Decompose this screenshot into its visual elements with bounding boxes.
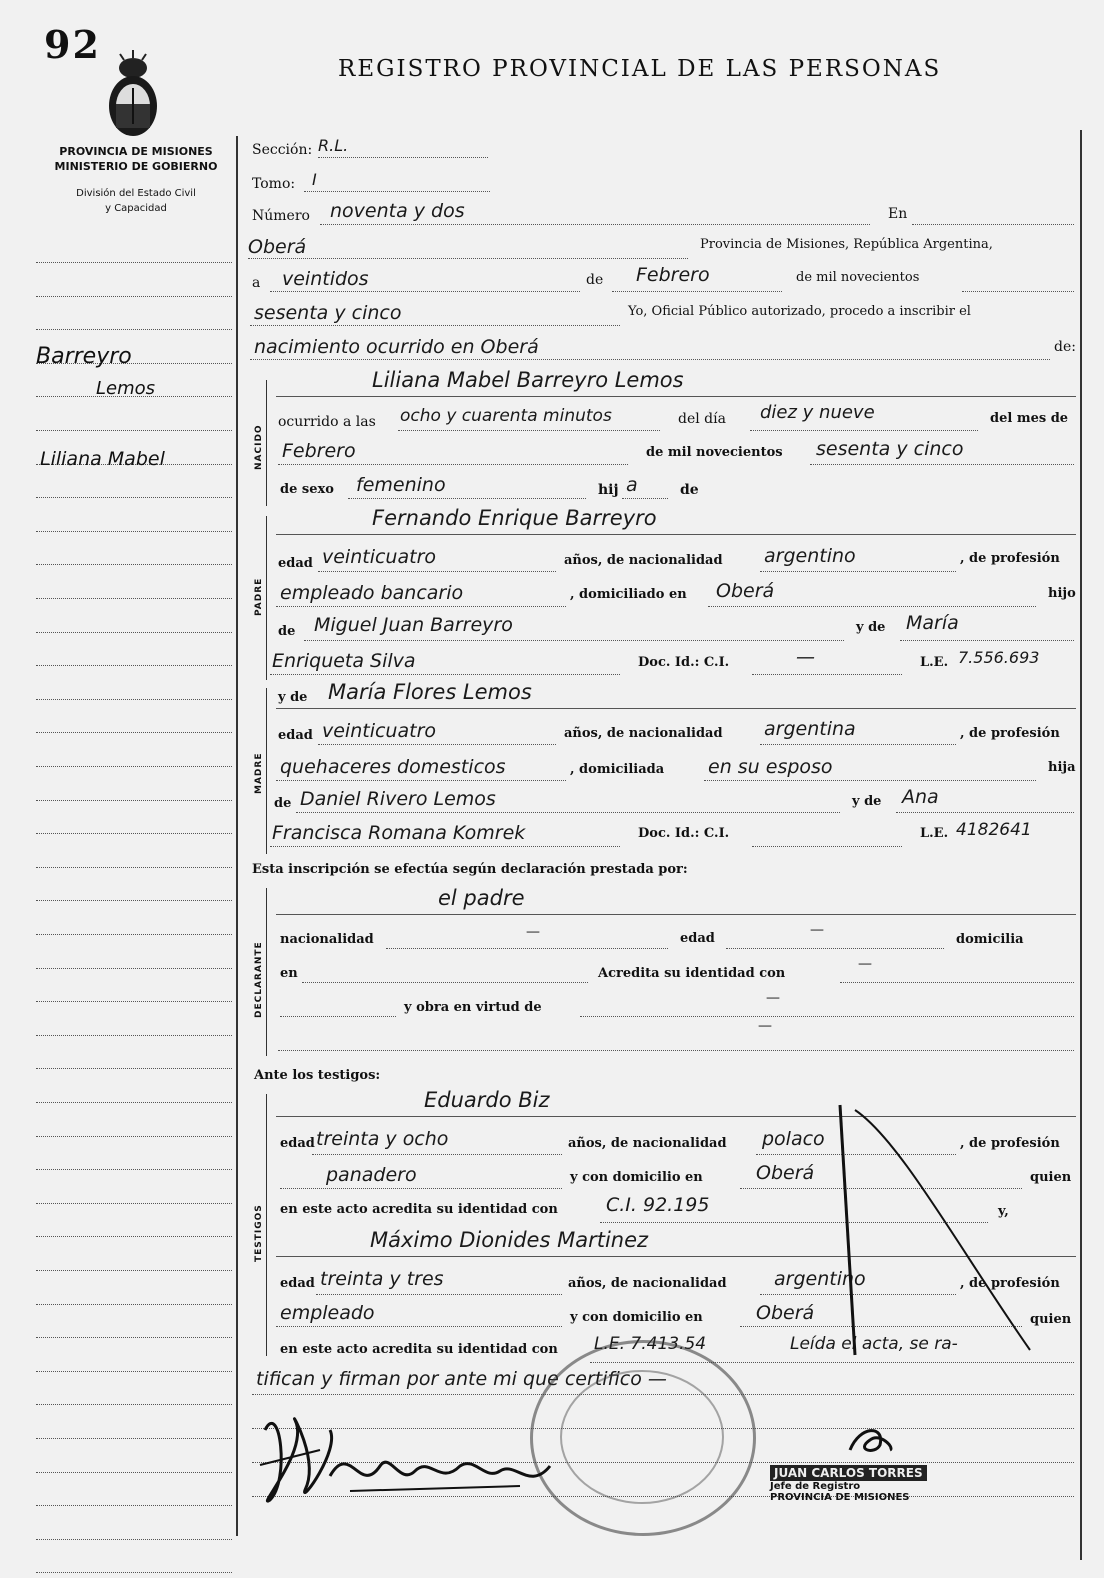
ocurrido-label: ocurrido a las [278, 414, 376, 430]
padre-nac-label: años, de nacionalidad [564, 553, 723, 568]
ministry-line: MINISTERIO DE GOBIERNO [54, 160, 218, 173]
madre-yde2-label: y de [852, 794, 882, 809]
month-value: Febrero [636, 264, 710, 286]
padre-prof-line [276, 606, 566, 607]
madre-nac-line [760, 744, 956, 745]
margin-ruled-line [36, 632, 232, 633]
t1-dom-label: y con domicilio en [570, 1170, 703, 1185]
del-mes-label: del mes de [990, 411, 1069, 426]
t2-doc-value: L.E. 7.413.54 [594, 1334, 707, 1354]
yo-text: Yo, Oficial Público autorizado, procedo a inscribir el [628, 304, 971, 319]
en-label: En [888, 206, 908, 222]
seccion-value: R.L. [318, 136, 349, 155]
padre-doc-ci-value: — [796, 646, 815, 668]
year-line [250, 325, 620, 326]
place-line [248, 258, 688, 259]
numero-line [320, 224, 870, 225]
declaracion-intro: Esta inscripción se efectúa según declaración prestada por: [252, 862, 688, 877]
madre-nac-label: años, de nacionalidad [564, 726, 723, 741]
madre-edad-label: edad [278, 728, 313, 743]
margin-ruled-line [36, 1169, 232, 1170]
padre-edad-value: veinticuatro [322, 546, 436, 568]
day-line [270, 291, 580, 292]
padre-nac-value: argentino [764, 545, 856, 567]
t1-edad-value: treinta y ocho [316, 1128, 449, 1150]
decl-obra-value: — [766, 990, 780, 1006]
margin-ruled-line [36, 1236, 232, 1237]
t2-acredita-label: en este acto acredita su identidad con [280, 1342, 558, 1357]
testigos-bracket [266, 1094, 267, 1356]
margin-ruled-line [36, 1068, 232, 1069]
padre-edad-line [318, 571, 556, 572]
padre-father-value: Miguel Juan Barreyro [314, 614, 513, 636]
madre-dom-label: , domiciliada [570, 762, 665, 777]
madre-dom-line [704, 780, 1036, 781]
madre-prof-value: quehaceres domesticos [280, 756, 506, 778]
t2-dom-label: y con domicilio en [570, 1310, 703, 1325]
act-value: nacimiento ocurrido en Oberá [254, 336, 539, 358]
nacido-month-line [278, 464, 628, 465]
padre-father-line [304, 640, 844, 641]
decl-obra-line [580, 1016, 1074, 1017]
margin-ruled-line [36, 296, 232, 297]
decl-en-line [302, 982, 588, 983]
tomo-label: Tomo: [252, 176, 296, 192]
t1-nac-value: polaco [762, 1128, 825, 1150]
official-line-2: Jefe de Registro [770, 1481, 861, 1492]
margin-ruled-line [36, 934, 232, 935]
margin-ruled-line [36, 1337, 232, 1338]
margin-ruled-line [36, 497, 232, 498]
margin-surname-1: Barreyro [36, 344, 132, 369]
t2-nac-label: años, de nacionalidad [568, 1276, 727, 1291]
sexo-value: femenino [356, 474, 446, 496]
madre-tag: MADRE [254, 752, 264, 794]
margin-ruled-line [36, 665, 232, 666]
decl-end-line [278, 1050, 1074, 1051]
division-line: División del Estado Civil [76, 188, 196, 199]
nacido-day-value: diez y nueve [760, 402, 875, 423]
declarante-tag: DECLARANTE [254, 941, 264, 1018]
margin-ruled-line [36, 1438, 232, 1439]
padre-mother-line-2 [270, 674, 620, 675]
madre-father-line [296, 812, 840, 813]
madre-doc-label: Doc. Id.: C.I. [638, 826, 730, 841]
padre-prof-label: , de profesión [960, 551, 1060, 566]
nacido-year-label: de mil novecientos [646, 445, 783, 460]
madre-dom-value: en su esposo [708, 756, 833, 778]
nacido-name: Liliana Mabel Barreyro Lemos [372, 368, 684, 392]
padre-prof-value: empleado bancario [280, 582, 464, 604]
madre-father-value: Daniel Rivero Lemos [300, 788, 496, 810]
madre-edad-value: veinticuatro [322, 720, 436, 742]
t1-doc-value: C.I. 92.195 [606, 1194, 710, 1216]
nacido-year-line [810, 464, 1074, 465]
padre-dom-label: , domiciliado en [570, 587, 687, 602]
right-border [1080, 130, 1082, 1560]
madre-mother-line-1 [896, 812, 1074, 813]
t1-edad-line [312, 1154, 562, 1155]
margin-ruled-line [36, 598, 232, 599]
t2-edad-line [316, 1294, 562, 1295]
document-title: REGISTRO PROVINCIAL DE LAS PERSONAS [338, 56, 942, 82]
division-heading [36, 186, 236, 216]
margin-ruled-line [36, 1304, 232, 1305]
numero-label: Número [252, 208, 310, 224]
closing-text-1: Leída el acta, se ra- [790, 1334, 958, 1354]
t2-quien-label: quien [1030, 1312, 1072, 1327]
hij-value: a [626, 474, 638, 496]
margin-ruled-line [36, 699, 232, 700]
t1-quien-label: quien [1030, 1170, 1072, 1185]
margin-ruled-line [36, 1001, 232, 1002]
numero-value: noventa y dos [330, 200, 465, 222]
padre-name-line [276, 534, 1076, 535]
decl-edad-value: — [810, 922, 824, 938]
margin-ruled-line [36, 766, 232, 767]
t1-name: Eduardo Biz [424, 1088, 550, 1112]
nacido-name-line [276, 396, 1076, 397]
t1-nac-label: años, de nacionalidad [568, 1136, 727, 1151]
declarante-value: el padre [438, 886, 525, 910]
decl-acredita-label: Acredita su identidad con [598, 966, 786, 981]
nacido-de-label: de [680, 482, 699, 498]
madre-doc-line [752, 846, 902, 847]
margin-ruled-line [36, 430, 232, 431]
padre-dom-value: Oberá [716, 580, 775, 602]
year-value: sesenta y cinco [254, 302, 402, 324]
tomo-value: I [312, 170, 317, 189]
margin-ruled-line [36, 1404, 232, 1405]
decl-nac-label: nacionalidad [280, 932, 374, 947]
nacido-tag: NACIDO [254, 424, 264, 470]
margin-ruled-line [36, 329, 232, 330]
margin-ruled-line [36, 1102, 232, 1103]
de-end-label: de: [1054, 339, 1076, 355]
official-line-3: PROVINCIA DE MISIONES [770, 1492, 910, 1503]
madre-mother-value-1: Ana [902, 786, 939, 808]
padre-le-value: 7.556.693 [958, 648, 1040, 667]
month-line [612, 291, 782, 292]
sexo-line [348, 498, 586, 499]
place-value: Oberá [248, 236, 307, 258]
province-line: PROVINCIA DE MISIONES [59, 145, 213, 158]
declarante-bracket [266, 888, 267, 1056]
margin-ruled-line [36, 1136, 232, 1137]
t1-prof-label: , de profesión [960, 1136, 1060, 1151]
margin-ruled-line [36, 262, 232, 263]
witness-signature [320, 1436, 580, 1506]
padre-edad-label: edad [278, 556, 313, 571]
sexo-label: de sexo [280, 482, 334, 497]
margin-divider [236, 136, 238, 1536]
de-label: de [586, 272, 604, 288]
decl-obra-label: y obra en virtud de [404, 1000, 542, 1015]
t1-prof-line [280, 1188, 562, 1189]
margin-ruled-line [36, 564, 232, 565]
padre-hijo-label: hijo [1048, 586, 1076, 601]
decl-acredita-value: — [858, 956, 872, 972]
padre-doc-label: Doc. Id.: C.I. [638, 655, 730, 670]
official-seal-text [770, 1465, 970, 1505]
t1-acredita-label: en este acto acredita su identidad con [280, 1202, 558, 1217]
a-label: a [252, 275, 261, 291]
hij-line [622, 498, 668, 499]
margin-ruled-line [36, 968, 232, 969]
official-round-stamp-inner [560, 1370, 724, 1504]
madre-hija-label: hija [1048, 760, 1076, 775]
hour-value: ocho y cuarenta minutos [400, 406, 612, 426]
margin-ruled-line [36, 1371, 232, 1372]
madre-de-label: de [274, 796, 292, 811]
t2-edad-label: edad [280, 1276, 315, 1291]
margin-ruled-line [36, 1270, 232, 1271]
padre-mother-value-2: Enriqueta Silva [272, 650, 416, 672]
declarante-line [276, 914, 1076, 915]
page-number: 92 [44, 22, 101, 67]
provincia-text: Provincia de Misiones, República Argentina, [700, 237, 993, 252]
decl-edad-line [726, 948, 944, 949]
padre-doc-line [752, 674, 902, 675]
margin-ruled-line [36, 1203, 232, 1204]
year-prefix: de mil novecientos [796, 270, 920, 285]
seccion-line [318, 157, 488, 158]
t2-prof-line [276, 1326, 562, 1327]
padre-bracket [266, 516, 267, 680]
madre-bracket [266, 688, 267, 854]
t1-prof-value: panadero [326, 1164, 417, 1186]
t1-y-label: y, [998, 1204, 1009, 1219]
madre-le-label: L.E. [920, 826, 949, 841]
province-heading [36, 144, 236, 174]
margin-ruled-line [36, 1472, 232, 1473]
madre-name-line [276, 708, 1076, 709]
nacido-bracket [266, 380, 267, 506]
decl-nac-line [386, 948, 668, 949]
madre-mother-line-2 [270, 846, 620, 847]
year-prefix-line [962, 291, 1074, 292]
t2-edad-value: treinta y tres [320, 1268, 444, 1290]
padre-le-label: L.E. [920, 655, 949, 670]
t1-dom-value: Oberá [756, 1162, 815, 1184]
t2-name: Máximo Dionides Martinez [370, 1228, 649, 1252]
margin-ruled-line [36, 800, 232, 801]
margin-ruled-line [36, 1505, 232, 1506]
margin-ruled-line [36, 1539, 232, 1540]
margin-given-names: Liliana Mabel [40, 448, 165, 470]
madre-nac-value: argentina [764, 718, 856, 740]
margin-ruled-line [36, 732, 232, 733]
madre-le-value: 4182641 [956, 820, 1032, 840]
t2-prof-label: , de profesión [960, 1276, 1060, 1291]
decl-acredita-line [840, 982, 1074, 983]
nacido-month-value: Febrero [282, 440, 356, 462]
padre-name: Fernando Enrique Barreyro [372, 506, 657, 530]
t1-edad-label: edad [280, 1136, 315, 1151]
t2-dom-value: Oberá [756, 1302, 815, 1324]
decl-nac-value: — [526, 924, 540, 940]
closing-text-2: tifican y firman por ante mi que certifico — [256, 1368, 667, 1390]
padre-tag: PADRE [254, 577, 264, 616]
official-signature-mark [840, 1420, 900, 1460]
margin-ruled-line [36, 531, 232, 532]
padre-de-label: de [278, 624, 296, 639]
act-line [250, 359, 1050, 360]
t2-nac-value: argentino [774, 1268, 866, 1290]
decl-end-value: — [758, 1018, 772, 1034]
margin-ruled-line [36, 900, 232, 901]
margin-ruled-line [36, 1572, 232, 1573]
margin-surname-2: Lemos [96, 378, 156, 399]
madre-prof-label: , de profesión [960, 726, 1060, 741]
padre-dom-line [708, 606, 1036, 607]
padre-yde-label: y de [856, 620, 886, 635]
madre-prof-line [276, 780, 566, 781]
cancel-line-marks [800, 1100, 1040, 1360]
decl-edad-label: edad [680, 931, 715, 946]
margin-ruled-line [36, 833, 232, 834]
margin-ruled-line [36, 867, 232, 868]
division-line-2: y Capacidad [105, 203, 167, 214]
padre-mother-value-1: María [906, 612, 959, 634]
official-name: JUAN CARLOS TORRES [770, 1465, 927, 1481]
testigos-intro: Ante los testigos: [254, 1068, 381, 1083]
margin-ruled-line [36, 1035, 232, 1036]
seccion-label: Sección: [252, 142, 313, 158]
day-value: veintidos [282, 268, 369, 290]
decl-en-label: en [280, 966, 298, 981]
madre-mother-value-2: Francisca Romana Komrek [272, 822, 526, 844]
madre-edad-line [318, 744, 556, 745]
padre-nac-line [760, 571, 956, 572]
decl-obra-pre-line [280, 1016, 396, 1017]
testigos-tag: TESTIGOS [254, 1204, 264, 1262]
argentina-coat-of-arms-icon [98, 48, 168, 140]
padre-mother-line-1 [900, 640, 1074, 641]
en-line [912, 224, 1074, 225]
madre-name: María Flores Lemos [328, 680, 532, 704]
t2-prof-value: empleado [280, 1302, 375, 1324]
nacido-year-value: sesenta y cinco [816, 438, 964, 460]
nacido-day-line [750, 430, 978, 431]
madre-yde-label: y de [278, 690, 308, 705]
hij-label: hij [598, 482, 619, 498]
del-dia-label: del día [678, 411, 726, 427]
tomo-line [304, 191, 490, 192]
hour-line [398, 430, 660, 431]
decl-dom-label: domicilia [956, 932, 1024, 947]
